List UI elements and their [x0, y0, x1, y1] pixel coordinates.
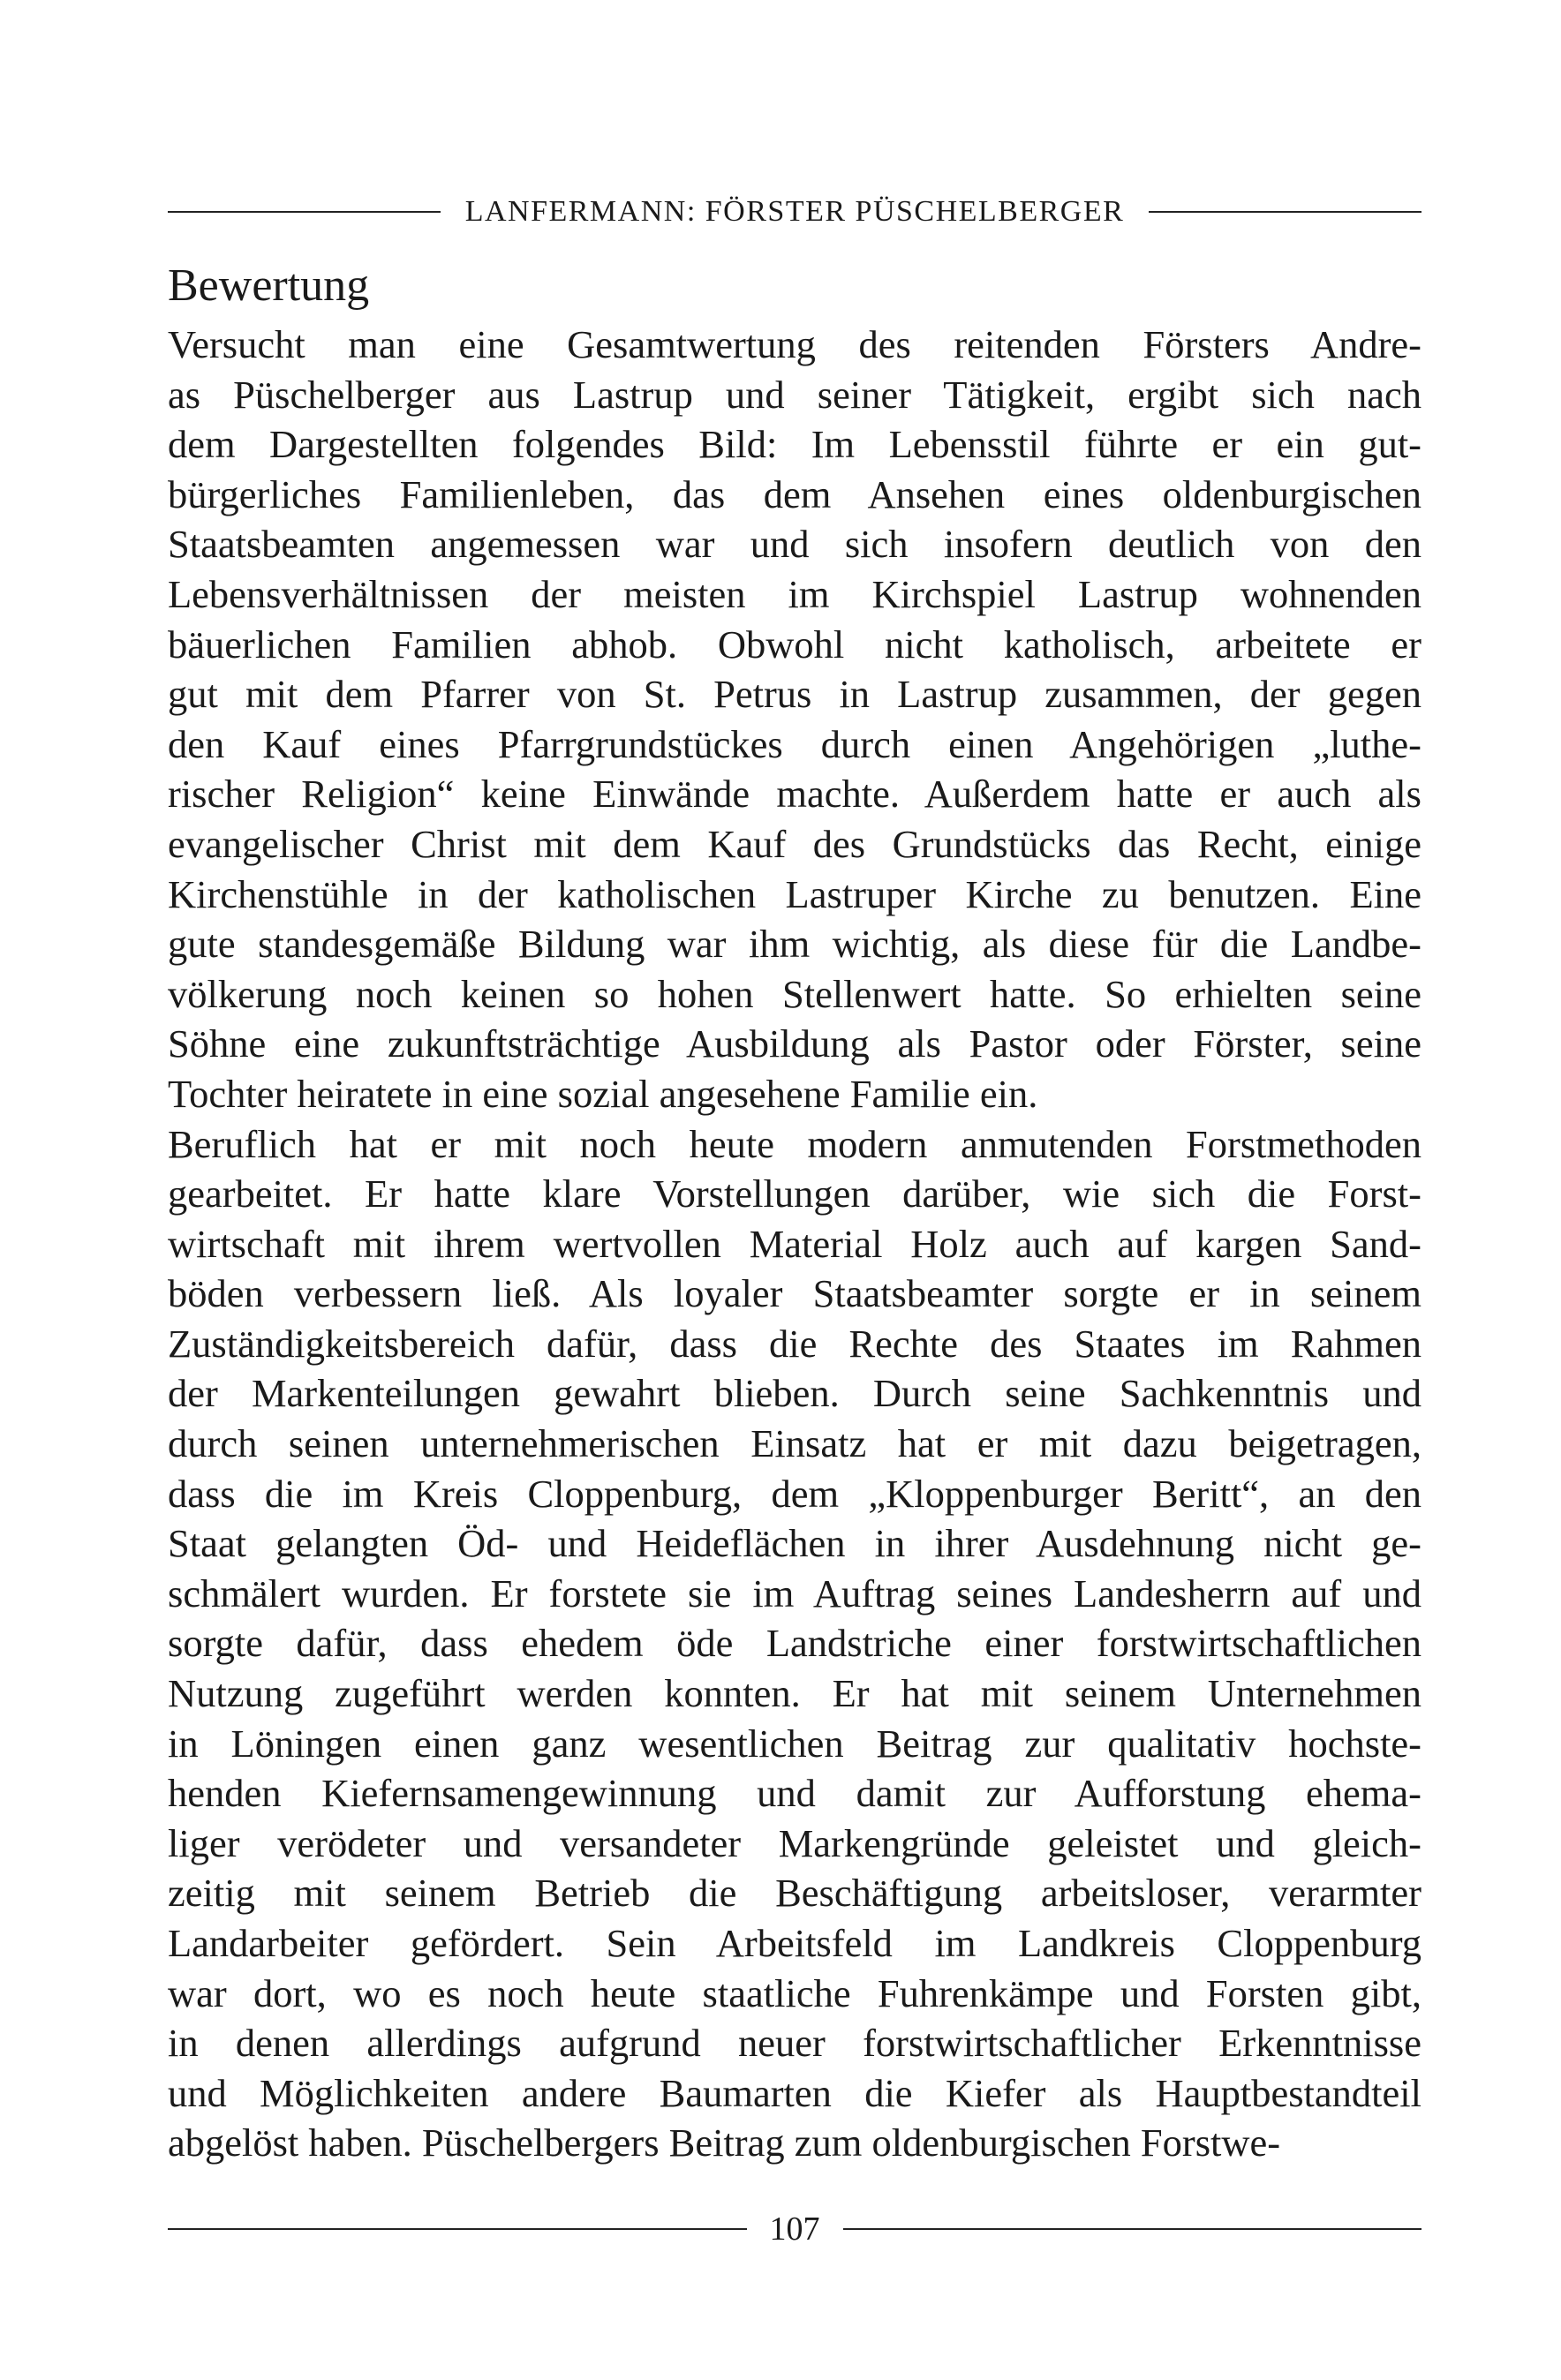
text-line: schmälert wurden. Er forstete sie im Auftrag seines Landesherrn auf und	[168, 1570, 1421, 1616]
text-line: durch seinen unternehmerischen Einsatz hat er mit dazu beigetragen,	[168, 1421, 1421, 1466]
text-line: den Kauf eines Pfarrgrundstückes durch einen Angehörigen „luthe-	[168, 721, 1421, 766]
folio	[168, 2207, 1421, 2251]
body-text	[168, 320, 1421, 2168]
text-line: abgelöst haben. Püschelbergers Beitrag zum oldenburgischen Forstwe-	[168, 2120, 1281, 2165]
text-line: evangelischer Christ mit dem Kauf des Grundstücks das Recht, einige	[168, 821, 1421, 866]
text-line: Zuständigkeitsbereich dafür, dass die Rechte des Staates im Rahmen	[168, 1321, 1421, 1366]
text-line: völkerung noch keinen so hohen Stellenwert hatte. So erhielten seine	[168, 971, 1421, 1016]
running-head-rule-left	[168, 211, 441, 213]
text-line: in denen allerdings aufgrund neuer forstwirtschaftlicher Erkenntnisse	[168, 2021, 1421, 2066]
text-line: liger verödeter und versandeter Markengründe geleistet und gleich-	[168, 1820, 1421, 1865]
text-line: Staatsbeamten angemessen war und sich insofern deutlich von den	[168, 522, 1421, 567]
text-line: in Löningen einen ganz wesentlichen Beitrag zur qualitativ hochste-	[168, 1721, 1421, 1766]
text-line: und Möglichkeiten andere Baumarten die Kiefer als Hauptbestandteil	[168, 2070, 1421, 2115]
text-line: Lebensverhältnissen der meisten im Kirchspiel Lastrup wohnenden	[168, 571, 1421, 616]
text-line: sorgte dafür, dass ehedem öde Landstriche einer forstwirtschaftlichen	[168, 1621, 1421, 1666]
page-number: 107	[769, 2211, 820, 2248]
text-line: Staat gelangten Öd- und Heideflächen in ihrer Ausdehnung nicht ge-	[168, 1521, 1421, 1566]
folio-rule-right	[843, 2228, 1422, 2230]
text-line: Tochter heiratete in eine sozial angesehene Familie ein.	[168, 1071, 1038, 1116]
text-line: war dort, wo es noch heute staatliche Fuhrenkämpe und Forsten gibt,	[168, 1970, 1421, 2015]
text-line: Söhne eine zukunftsträchtige Ausbildung als Pastor oder Förster, seine	[168, 1021, 1421, 1066]
folio-rule-left	[168, 2228, 747, 2230]
paragraph	[168, 320, 1421, 1119]
text-line: gearbeitet. Er hatte klare Vorstellungen darüber, wie sich die Forst-	[168, 1171, 1421, 1216]
text-line: Beruflich hat er mit noch heute modern anmutenden Forstmethoden	[168, 1121, 1421, 1166]
text-line: henden Kiefernsamengewinnung und damit zur Aufforstung ehema-	[168, 1771, 1421, 1816]
text-line: as Püschelberger aus Lastrup und seiner Tätigkeit, ergibt sich nach	[168, 372, 1421, 417]
text-line: rischer Religion“ keine Einwände machte. Außerdem hatte er auch als	[168, 772, 1421, 817]
page	[168, 185, 1421, 2168]
running-head-rule-right	[1149, 211, 1421, 213]
text-line: böden verbessern ließ. Als loyaler Staatsbeamter sorgte er in seinem	[168, 1271, 1421, 1316]
running-head-title: LANFERMANN: FÖRSTER PÜSCHELBERGER	[464, 195, 1125, 228]
text-line: gut mit dem Pfarrer von St. Petrus in Lastrup zusammen, der gegen	[168, 672, 1421, 717]
text-line: Nutzung zugeführt werden konnten. Er hat mit seinem Unternehmen	[168, 1671, 1421, 1716]
running-head	[168, 185, 1421, 238]
text-line: dem Dargestellten folgendes Bild: Im Lebensstil führte er ein gut-	[168, 422, 1421, 467]
text-line: zeitig mit seinem Betrieb die Beschäftigung arbeitsloser, verarmter	[168, 1871, 1421, 1916]
text-line: der Markenteilungen gewahrt blieben. Durch seine Sachkenntnis und	[168, 1371, 1421, 1416]
text-line: bäuerlichen Familien abhob. Obwohl nicht katholisch, arbeitete er	[168, 621, 1421, 667]
text-line: wirtschaft mit ihrem wertvollen Material Holz auch auf kargen Sand-	[168, 1221, 1421, 1266]
text-line: Kirchenstühle in der katholischen Lastruper Kirche zu benutzen. Eine	[168, 871, 1421, 916]
text-line: Versucht man eine Gesamtwertung des reitenden Försters Andre-	[168, 322, 1421, 366]
paragraph	[168, 1119, 1421, 2168]
text-line: Landarbeiter gefördert. Sein Arbeitsfeld im Landkreis Cloppenburg	[168, 1921, 1421, 1965]
text-line: gute standesgemäße Bildung war ihm wichtig, als diese für die Landbe-	[168, 922, 1421, 967]
text-line: bürgerliches Familienleben, das dem Ansehen eines oldenburgischen	[168, 471, 1421, 516]
section-heading: Bewertung	[168, 260, 370, 311]
text-line: dass die im Kreis Cloppenburg, dem „Kloppenburger Beritt“, an den	[168, 1471, 1421, 1516]
